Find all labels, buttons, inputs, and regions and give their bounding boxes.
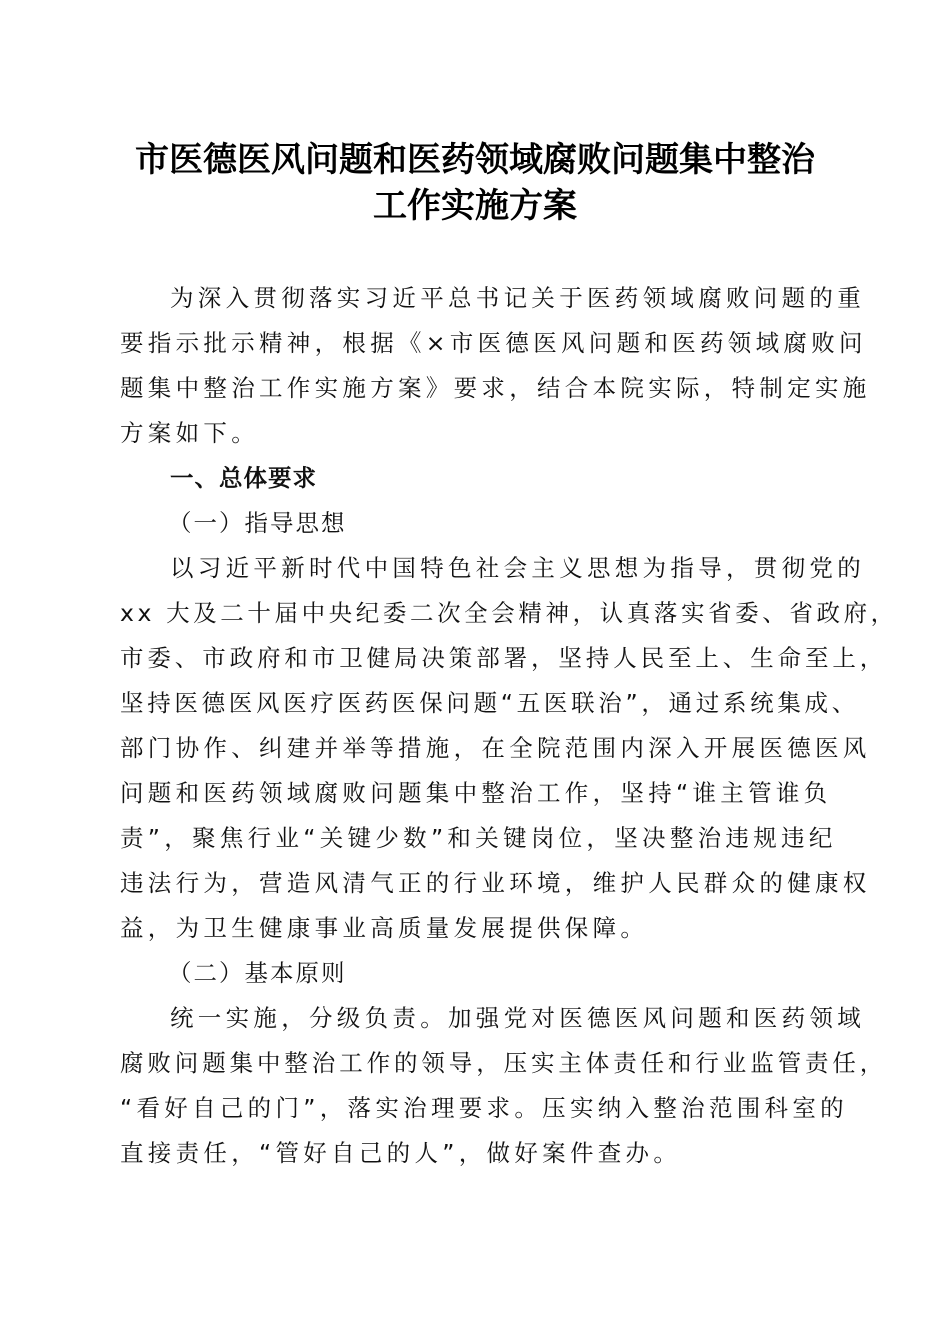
subsection-heading: （一）指导思想	[168, 509, 347, 537]
paragraph-line: 腐败问题集中整治工作的领导，压实主体责任和行业监管责任，	[120, 1049, 888, 1077]
paragraph-line: 违法行为，营造风清气正的行业环境，维护人民群众的健康权	[120, 869, 871, 897]
intro-line: 要指示批示精神，根据《×市医德医风问题和医药领域腐败问	[120, 329, 867, 357]
intro-line: 方案如下。	[120, 419, 259, 447]
paragraph-line: 直接责任，“管好自己的人”，做好案件查办。	[120, 1139, 682, 1167]
subsection-heading: （二）基本原则	[168, 959, 347, 987]
paragraph-line: 责”，聚焦行业“关键少数”和关键岗位，坚决整治违规违纪	[120, 824, 837, 852]
paragraph-line: 以习近平新时代中国特色社会主义思想为指导，贯彻党的	[170, 554, 865, 582]
paragraph-line: xx 大及二十届中央纪委二次全会精神，认真落实省委、省政府，	[120, 599, 898, 627]
section-heading: 一、总体要求	[170, 464, 317, 492]
paragraph-line: 问题和医药领域腐败问题集中整治工作，坚持“谁主管谁负	[120, 779, 832, 807]
paragraph-line: 统一实施，分级负责。加强党对医德医风问题和医药领域	[170, 1004, 865, 1032]
paragraph-line: 坚持医德医风医疗医药医保问题“五医联治”，通过系统集成、	[120, 689, 859, 717]
document-title-line-2: 工作实施方案	[373, 186, 577, 226]
paragraph-line: 市委、市政府和市卫健局决策部署，坚持人民至上、生命至上，	[120, 644, 888, 672]
intro-line: 为深入贯彻落实习近平总书记关于医药领域腐败问题的重	[170, 284, 865, 312]
intro-line: 题集中整治工作实施方案》要求，结合本院实际，特制定实施	[120, 374, 871, 402]
paragraph-line: “看好自己的门”，落实治理要求。压实纳入整治范围科室的	[120, 1094, 848, 1122]
document-title-line-1: 市医德医风问题和医药领域腐败问题集中整治	[135, 140, 815, 180]
paragraph-line: 部门协作、纠建并举等措施，在全院范围内深入开展医德医风	[120, 734, 871, 762]
paragraph-line: 益，为卫生健康事业高质量发展提供保障。	[120, 914, 649, 942]
